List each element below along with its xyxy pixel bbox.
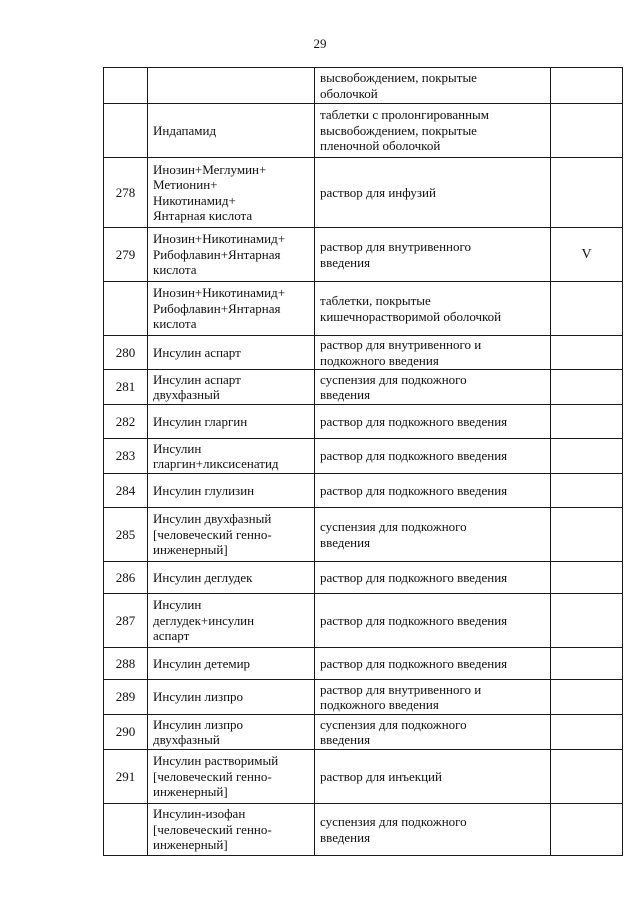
- dosage-form-line: суспензия для подкожного: [320, 519, 467, 534]
- drug-name-cell: [148, 508, 315, 562]
- drug-name-line: Инозин+Никотинамид+: [153, 285, 286, 301]
- drug-name-line: двухфазный: [153, 387, 220, 402]
- drug-name-line: Инсулин-изофан: [153, 806, 246, 822]
- dosage-form-cell: [315, 104, 551, 158]
- mark-cell: [551, 282, 623, 336]
- table-row: [104, 370, 623, 405]
- table-body: [104, 68, 623, 856]
- row-number-cell: 282: [104, 405, 148, 439]
- drug-name-line: Метионин+: [153, 177, 218, 192]
- drug-name-cell: [148, 562, 315, 594]
- dosage-form-line: раствор для подкожного введения: [320, 482, 508, 498]
- mark-cell: [551, 508, 623, 562]
- dosage-form-line: раствор для подкожного введения: [320, 413, 508, 429]
- drug-name-cell: [148, 68, 315, 104]
- dosage-form-cell: [315, 370, 551, 405]
- dosage-form-cell: [315, 228, 551, 282]
- row-number-cell: 287: [104, 594, 148, 648]
- dosage-form-line: раствор для подкожного введения: [320, 448, 508, 464]
- drug-name-line: Инозин+Никотинамид+: [153, 231, 286, 247]
- mark-cell: [551, 804, 623, 856]
- dosage-form-line: пленочной оболочкой: [320, 138, 441, 154]
- drug-name-line: Инозин+Меглумин+: [153, 161, 267, 177]
- row-number-cell: 291: [104, 750, 148, 804]
- drug-name-line: Инсулин лизпро: [153, 716, 244, 732]
- mark-cell: [551, 474, 623, 508]
- dosage-form-cell: [315, 439, 551, 474]
- mark-cell: [551, 680, 623, 715]
- drug-name-line: Инсулин: [153, 440, 202, 456]
- mark-cell: [551, 648, 623, 680]
- mark-cell: V: [551, 228, 623, 282]
- table-row: [104, 750, 623, 804]
- table-row: [104, 439, 623, 474]
- drug-name-line: Инсулин растворимый: [153, 753, 279, 769]
- table-row: [104, 336, 623, 370]
- row-number-cell: 290: [104, 715, 148, 750]
- drug-name-cell: [148, 474, 315, 508]
- dosage-form-line: кишечнорастворимой оболочкой: [320, 308, 502, 324]
- dosage-form-line: таблетки с пролонгированным: [320, 107, 490, 123]
- dosage-form-line: суспензия для подкожного: [320, 716, 467, 732]
- drug-name-line: кислота: [153, 262, 197, 278]
- dosage-form-cell: [315, 804, 551, 856]
- table-row: [104, 68, 623, 104]
- drug-name-line: Инсулин аспарт: [153, 344, 241, 360]
- drug-name-line: двухфазный: [153, 732, 220, 747]
- mark-cell: [551, 370, 623, 405]
- drug-name-line: инженерный]: [153, 837, 228, 853]
- dosage-form-line: введения: [320, 254, 371, 270]
- drug-name-line: Инсулин двухфазный: [153, 511, 272, 527]
- table-row: [104, 405, 623, 439]
- drug-name-line: аспарт: [153, 628, 190, 644]
- drug-name-cell: [148, 594, 315, 648]
- drug-name-cell: [148, 439, 315, 474]
- row-number-cell: [104, 68, 148, 104]
- dosage-form-cell: [315, 508, 551, 562]
- mark-cell: [551, 750, 623, 804]
- row-number-cell: [104, 804, 148, 856]
- table-row: [104, 282, 623, 336]
- drug-name-line: кислота: [153, 316, 197, 332]
- table-row: [104, 648, 623, 680]
- drug-name-line: Рибофлавин+Янтарная: [153, 300, 281, 316]
- table-row: [104, 594, 623, 648]
- dosage-form-line: высвобождением, покрытые: [320, 122, 477, 138]
- dosage-form-cell: [315, 715, 551, 750]
- drug-name-line: деглудек+инсулин: [153, 612, 255, 628]
- drug-name-line: Инсулин лизпро: [153, 689, 244, 705]
- drug-name-cell: [148, 405, 315, 439]
- table-row: [104, 508, 623, 562]
- dosage-form-line: раствор для внутривенного и: [320, 681, 482, 697]
- dosage-form-line: раствор для внутривенного: [320, 239, 471, 254]
- drug-table: [103, 67, 623, 856]
- dosage-form-cell: [315, 648, 551, 680]
- row-number-cell: [104, 282, 148, 336]
- mark-cell: [551, 68, 623, 104]
- dosage-form-line: суспензия для подкожного: [320, 371, 467, 387]
- row-number-cell: 281: [104, 370, 148, 405]
- dosage-form-line: раствор для внутривенного и: [320, 337, 482, 352]
- drug-name-cell: [148, 104, 315, 158]
- row-number-cell: 289: [104, 680, 148, 715]
- drug-name-cell: [148, 750, 315, 804]
- row-number-cell: 278: [104, 158, 148, 228]
- dosage-form-cell: [315, 474, 551, 508]
- drug-name-cell: [148, 680, 315, 715]
- drug-name-cell: [148, 370, 315, 405]
- table-row: [104, 680, 623, 715]
- dosage-form-line: введения: [320, 387, 371, 402]
- dosage-form-line: введения: [320, 534, 371, 550]
- dosage-form-cell: [315, 158, 551, 228]
- table-row: [104, 104, 623, 158]
- mark-cell: [551, 336, 623, 370]
- drug-name-line: [человеческий генно-: [153, 768, 272, 784]
- dosage-form-line: раствор для инфузий: [320, 184, 436, 200]
- mark-cell: [551, 158, 623, 228]
- drug-name-cell: [148, 282, 315, 336]
- table-row: [104, 474, 623, 508]
- page-number: 29: [313, 36, 327, 51]
- mark-cell: [551, 715, 623, 750]
- mark-cell: [551, 405, 623, 439]
- drug-name-line: Инсулин: [153, 597, 202, 613]
- dosage-form-cell: [315, 750, 551, 804]
- dosage-form-cell: [315, 336, 551, 370]
- dosage-form-line: введения: [320, 732, 371, 747]
- dosage-form-line: раствор для инъекций: [320, 768, 442, 784]
- dosage-form-cell: [315, 282, 551, 336]
- drug-name-line: Рибофлавин+Янтарная: [153, 246, 281, 262]
- row-number-cell: 284: [104, 474, 148, 508]
- mark-cell: [551, 562, 623, 594]
- row-number-cell: 286: [104, 562, 148, 594]
- mark-cell: [551, 594, 623, 648]
- row-number-cell: 285: [104, 508, 148, 562]
- drug-name-line: гларгин+ликсисенатид: [153, 456, 279, 471]
- drug-name-line: Инсулин деглудек: [153, 569, 253, 585]
- table-row: [104, 562, 623, 594]
- drug-name-line: [человеческий генно-: [153, 821, 272, 837]
- row-number-cell: 280: [104, 336, 148, 370]
- mark-cell: [551, 439, 623, 474]
- row-number-cell: 283: [104, 439, 148, 474]
- dosage-form-line: подкожного введения: [320, 352, 439, 368]
- drug-name-line: Янтарная кислота: [153, 208, 253, 223]
- dosage-form-line: раствор для подкожного введения: [320, 569, 508, 585]
- drug-name-line: инженерный]: [153, 542, 228, 558]
- drug-name-cell: [148, 336, 315, 370]
- table-row: [104, 804, 623, 856]
- dosage-form-line: подкожного введения: [320, 697, 439, 712]
- drug-name-line: Никотинамид+: [153, 192, 236, 208]
- mark-cell: [551, 104, 623, 158]
- dosage-form-line: раствор для подкожного введения: [320, 655, 508, 671]
- row-number-cell: 288: [104, 648, 148, 680]
- drug-name-cell: [148, 715, 315, 750]
- dosage-form-line: высвобождением, покрытые: [320, 70, 477, 85]
- drug-name-cell: [148, 648, 315, 680]
- dosage-form-line: раствор для подкожного введения: [320, 612, 508, 628]
- drug-name-line: [человеческий генно-: [153, 526, 272, 542]
- dosage-form-line: таблетки, покрытые: [320, 293, 431, 308]
- table-row: [104, 228, 623, 282]
- table-row: [104, 158, 623, 228]
- dosage-form-cell: [315, 680, 551, 715]
- drug-name-cell: [148, 228, 315, 282]
- dosage-form-cell: [315, 594, 551, 648]
- drug-name-line: Инсулин глулизин: [153, 482, 255, 498]
- drug-name-cell: [148, 158, 315, 228]
- dosage-form-cell: [315, 405, 551, 439]
- table-row: [104, 715, 623, 750]
- dosage-form-cell: [315, 562, 551, 594]
- dosage-form-line: введения: [320, 829, 371, 845]
- drug-name-cell: [148, 804, 315, 856]
- dosage-form-line: суспензия для подкожного: [320, 814, 467, 829]
- drug-name-line: Инсулин гларгин: [153, 413, 248, 429]
- drug-name-line: Инсулин аспарт: [153, 371, 241, 387]
- dosage-form-cell: [315, 68, 551, 104]
- dosage-form-line: оболочкой: [320, 85, 378, 101]
- drug-name-line: Инсулин детемир: [153, 655, 251, 671]
- drug-name-line: Индапамид: [153, 122, 217, 138]
- drug-name-line: инженерный]: [153, 784, 228, 800]
- row-number-cell: 279: [104, 228, 148, 282]
- row-number-cell: [104, 104, 148, 158]
